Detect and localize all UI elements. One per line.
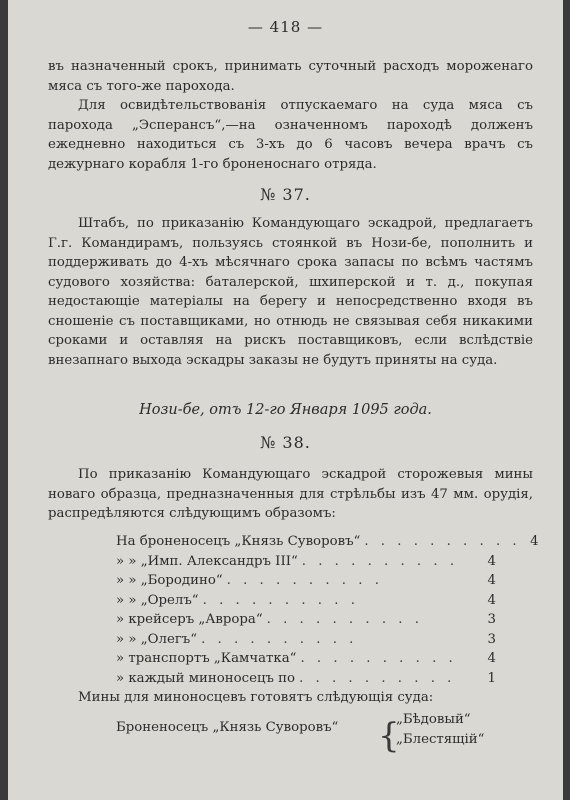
- target-ship-1: „Бѣдовый“: [396, 712, 471, 727]
- mine-suppliers: [116, 712, 536, 756]
- heading-37: № 37.: [260, 185, 311, 204]
- list-item: » крейсеръ „Аврора“ . . . . . . . . . . 3: [116, 612, 496, 627]
- list-item: » каждый миноносецъ по . . . . . . . . . . 1: [116, 670, 496, 686]
- list-item: » » „Имп. Александръ III“ . . . . . . . . . . 4: [116, 553, 496, 569]
- list-item: » » „Орелъ“ . . . . . . . . . . 4: [116, 592, 496, 608]
- paragraph-3: Штабъ, по приказанію Командующаго эскадрой, предлагаетъ Г.г. Командирамъ, пользуясь стоянкой въ Нози-бе, пополнить и поддерживать до 4-хъ мѣсячнаго срока запасы по всѣмъ частямъ судового хозяйства: баталерской, шхиперской и т. д., покупая недостающіе матеріалы на берегу и непосредственно входя въ сношеніе съ поставщиками, но отнюдь не связывая себя никакими сроками и оставляя на рискъ поставщиковъ, если вслѣдствіе внезапнаго выхода эскадры заказы не будутъ приняты на суда.: [48, 216, 533, 368]
- heading-38: № 38.: [260, 433, 311, 452]
- distribution-list: [116, 532, 539, 688]
- dateline: Нози-бе, отъ 12-го Января 1095 года.: [139, 402, 432, 418]
- paragraph-4: По приказанію Командующаго эскадрой сторожевыя мины новаго образца, предназначенныя для стрѣльбы изъ 47 мм. орудія, распредѣляются слѣдующимъ образомъ:: [48, 467, 533, 521]
- document-page: [8, 0, 563, 800]
- page-number: — 418 —: [247, 18, 324, 36]
- list-item: На броненосецъ „Князь Суворовъ“ . . . . . . . . . . 4: [116, 534, 539, 549]
- list-item: » транспортъ „Камчатка“ . . . . . . . . . . 4: [116, 651, 496, 666]
- paragraph-5: Мины для миноносцевъ готовятъ слѣдующія суда:: [78, 690, 434, 705]
- list-item: » » „Олегъ“ . . . . . . . . . . 3: [116, 631, 496, 647]
- target-ships: [396, 710, 484, 749]
- paragraph-1: въ назначенный срокъ, принимать суточный расходъ мороженаго мяса съ того-же парохода. Для освидѣтельствованія отпускаемаго на суда мяса съ парохода „Эсперансъ“,—на означенномъ пароходѣ долженъ ежедневно находиться съ 3-хъ до 6 часовъ вечера врачъ съ дежурнаго корабля 1-го броненоснаго отряда.: [48, 57, 533, 174]
- target-ship-2: „Блестящій“: [396, 731, 485, 747]
- brace-glyph: {: [378, 716, 400, 756]
- paragraph-2: Для освидѣтельствованія отпускаемаго на суда мяса съ парохода „Эсперансъ“,—на означенномъ пароходѣ долженъ ежедневно находиться съ 3-хъ до 6 часовъ вечера врачъ съ дежурнаго корабля 1-го броненоснаго отряда.: [48, 98, 533, 172]
- list-item: » » „Бородино“ . . . . . . . . . . 4: [116, 573, 496, 588]
- supplier-ship: Броненосецъ „Князь Суворовъ“: [116, 720, 339, 735]
